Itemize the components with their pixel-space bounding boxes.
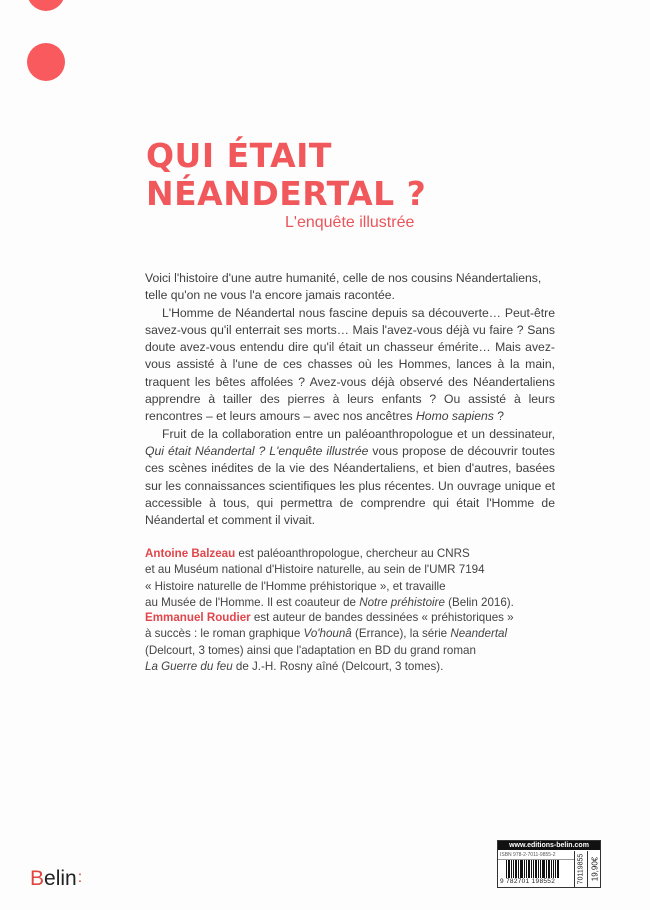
- product-code: 70119855: [574, 851, 587, 887]
- title-line-2: NÉANDERTAL ?: [146, 174, 427, 213]
- barcode-bar: [531, 860, 532, 878]
- author-name: Antoine Balzeau: [145, 547, 236, 560]
- blurb: [145, 270, 555, 529]
- ean-number: 9 782701 198552: [500, 878, 556, 885]
- barcode-label: [497, 840, 601, 888]
- barcode-bar: [548, 860, 550, 878]
- blurb-paragraph-2: L'Homme de Néandertal nous fascine depuis sa découverte… Peut-être savez-vous qu'il enterrait ses morts… Mais l'avez-vous déjà vu faire ? Sans doute avez-vous entendu dire qu'il était un chasseur émérite… Mais avez-vous assisté à l'une de ces chasses où les Hommes, lances à la main, traquent les bêtes affolées ? Avez-vous déjà observé des Néandertaliens apprendre à tailler des pierres à leurs enfants ? Ou assisté à leurs rencontres – et leurs amours – avec nos ancêtres Homo sapiens ?: [145, 305, 555, 424]
- barcode-bar: [508, 860, 510, 878]
- barcode-bar: [551, 860, 552, 878]
- barcode-bar: [506, 860, 507, 878]
- publisher-url: www.editions-belin.com: [498, 841, 600, 850]
- barcode-bar: [553, 860, 554, 878]
- barcode-bar: [513, 860, 514, 878]
- barcode-bar: [533, 860, 534, 878]
- barcode-bar: [526, 860, 527, 878]
- title-line-1: QUI ÉTAIT: [146, 136, 332, 175]
- blurb-paragraph-3: Fruit de la collaboration entre un paléoanthropologue et un dessinateur, Qui était Néandertal ? L'enquête illustrée vous propose de découvrir toutes ces scènes inédites de la vie des Néandertaliens, et bien d'autres, basées sur les connaissances scientifiques les plus récentes. Un ouvrage unique et accessible à tous, qui permettra de comprendre qui était l'Homme de Néandertal et comment il vivait.: [145, 426, 555, 528]
- barcode-bar: [511, 860, 512, 878]
- author-bio-balzeau: Antoine Balzeau est paléoanthropologue, chercheur au CNRS et au Muséum national d'Histoire naturelle, au sein de l'UMR 7194 « Histoire naturelle de l'Homme préhistorique », et travaille au Musée de l'Homme. Il est coauteur de Notre préhistoire (Belin 2016).: [145, 547, 514, 609]
- author-bio-roudier: Emmanuel Roudier est auteur de bandes dessinées « préhistoriques » à succès : le roman graphique Vo'hounâ (Errance), la série Neandertal (Delcourt, 3 tomes) ainsi que l'adaptation en BD du grand roman La Guerre du feu de J.-H. Rosny aîné (Delcourt, 3 tomes).: [145, 611, 514, 673]
- publisher-logo: Belin:: [30, 867, 83, 890]
- barcode-bar: [540, 860, 541, 878]
- barcode-bar: [528, 860, 530, 878]
- barcode-bar: [518, 860, 519, 878]
- book-subtitle: L'enquête illustrée: [285, 214, 415, 231]
- decorative-dot-top: [27, 0, 65, 11]
- barcode-bar: [546, 860, 547, 878]
- price: 19,90€: [587, 851, 601, 887]
- barcode-bar: [557, 860, 559, 878]
- isbn-text: ISBN 978-2-7011-9855-2: [500, 852, 556, 858]
- blurb-paragraph-1: Voici l'histoire d'une autre humanité, celle de nos cousins Néandertaliens, telle qu'on ne vous l'a encore jamais racontée.: [145, 271, 542, 303]
- book-title: [146, 137, 426, 213]
- author-name: Emmanuel Roudier: [145, 611, 251, 624]
- barcode-bar: [535, 860, 537, 878]
- barcode-bar: [542, 860, 545, 878]
- barcode-bar: [538, 860, 539, 878]
- barcode-bar: [520, 860, 523, 878]
- barcode-bar: [515, 860, 517, 878]
- barcode-bar: [555, 860, 556, 878]
- barcode: [506, 860, 568, 878]
- decorative-dot: [27, 43, 65, 81]
- barcode-bar: [524, 860, 525, 878]
